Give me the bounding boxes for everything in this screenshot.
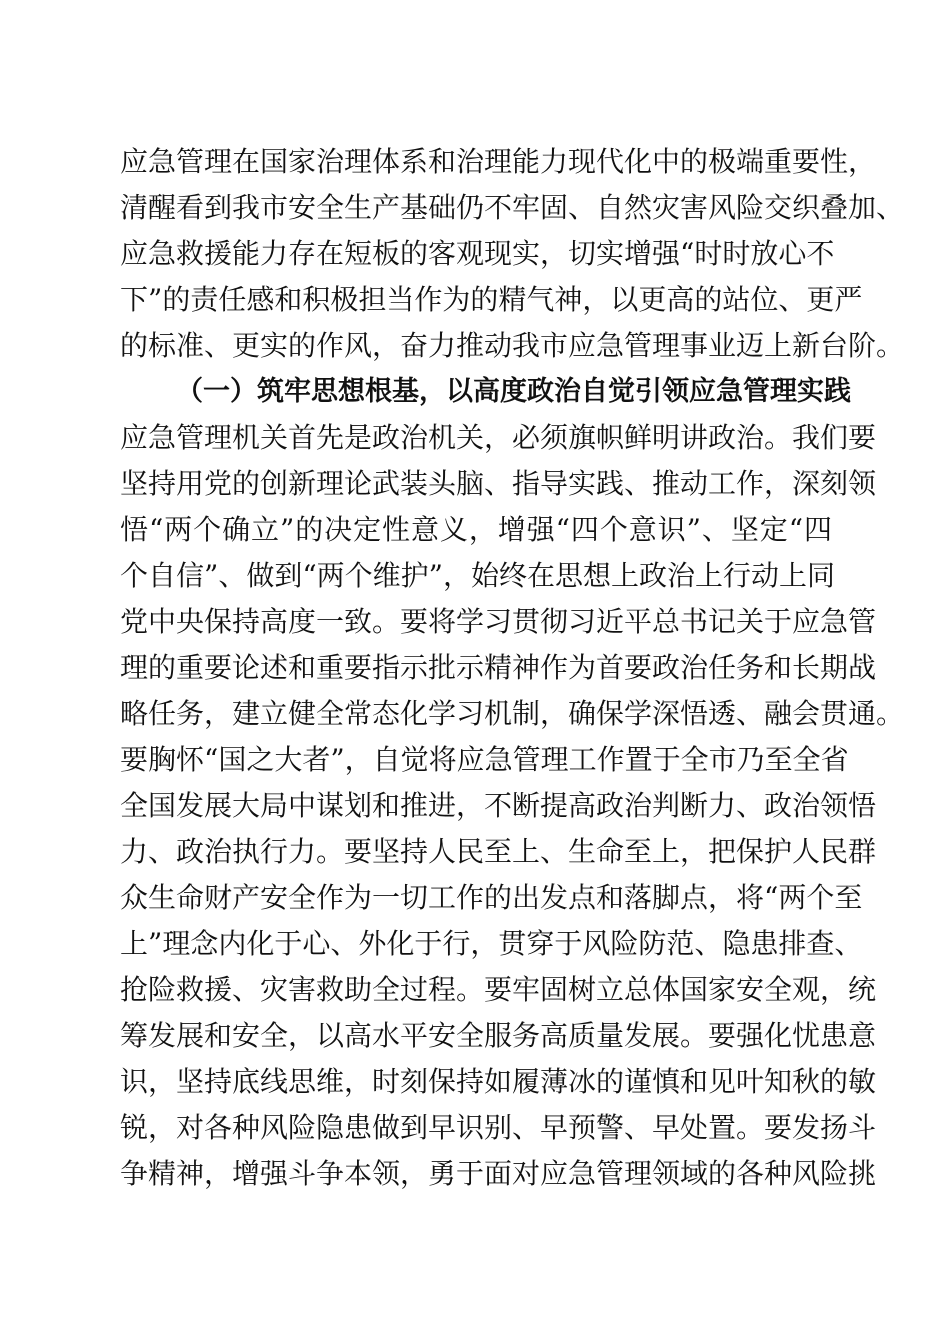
text-line: 争精神，增强斗争本领，勇于面对应急管理领域的各种风险挑 xyxy=(120,1157,877,1190)
text-line: 应急管理机关首先是政治机关，必须旗帜鲜明讲政治。我们要 xyxy=(120,421,877,454)
text-line: 众生命财产安全作为一切工作的出发点和落脚点，将“两个至 xyxy=(120,881,863,914)
text-line: 悟“两个确立”的决定性意义，增强“四个意识”、坚定“四 xyxy=(120,513,832,546)
text-line: 应急救援能力存在短板的客观现实，切实增强“时时放心不 xyxy=(120,237,835,270)
text-line: 坚持用党的创新理论武装头脑、指导实践、推动工作，深刻领 xyxy=(120,467,877,500)
text-line: 抢险救援、灾害救助全过程。要牢固树立总体国家安全观，统 xyxy=(120,973,877,1006)
text-line: 识，坚持底线思维，时刻保持如履薄冰的谨慎和见叶知秋的敏 xyxy=(120,1065,877,1098)
text-line: 个自信”、做到“两个维护”，始终在思想上政治上行动上同 xyxy=(120,559,835,592)
text-line: 的标准、更实的作风，奋力推动我市应急管理事业迈上新台阶。 xyxy=(120,329,905,362)
text-line: 全国发展大局中谋划和推进，不断提高政治判断力、政治领悟 xyxy=(120,789,877,822)
text-line: 略任务，建立健全常态化学习机制，确保学深悟透、融会贯通。 xyxy=(120,697,905,730)
text-line: 下”的责任感和积极担当作为的精气神，以更高的站位、更严 xyxy=(120,283,863,316)
text-line: 上”理念内化于心、外化于行，贯穿于风险防范、隐患排查、 xyxy=(120,927,863,960)
text-line: 筹发展和安全，以高水平安全服务高质量发展。要强化忧患意 xyxy=(120,1019,877,1052)
text-line: 锐，对各种风险隐患做到早识别、早预警、早处置。要发扬斗 xyxy=(120,1111,877,1144)
text-line: 力、政治执行力。要坚持人民至上、生命至上，把保护人民群 xyxy=(120,835,877,868)
section-heading: （一）筑牢思想根基，以高度政治自觉引领应急管理实践 xyxy=(176,376,851,407)
text-line: 理的重要论述和重要指示批示精神作为首要政治任务和长期战 xyxy=(120,651,877,684)
text-line: 要胸怀“国之大者”，自觉将应急管理工作置于全市乃至全省 xyxy=(120,743,849,776)
text-line: 清醒看到我市安全生产基础仍不牢固、自然灾害风险交织叠加、 xyxy=(120,191,905,224)
text-line: 应急管理在国家治理体系和治理能力现代化中的极端重要性， xyxy=(120,145,877,178)
text-line: 党中央保持高度一致。要将学习贯彻习近平总书记关于应急管 xyxy=(120,605,877,638)
